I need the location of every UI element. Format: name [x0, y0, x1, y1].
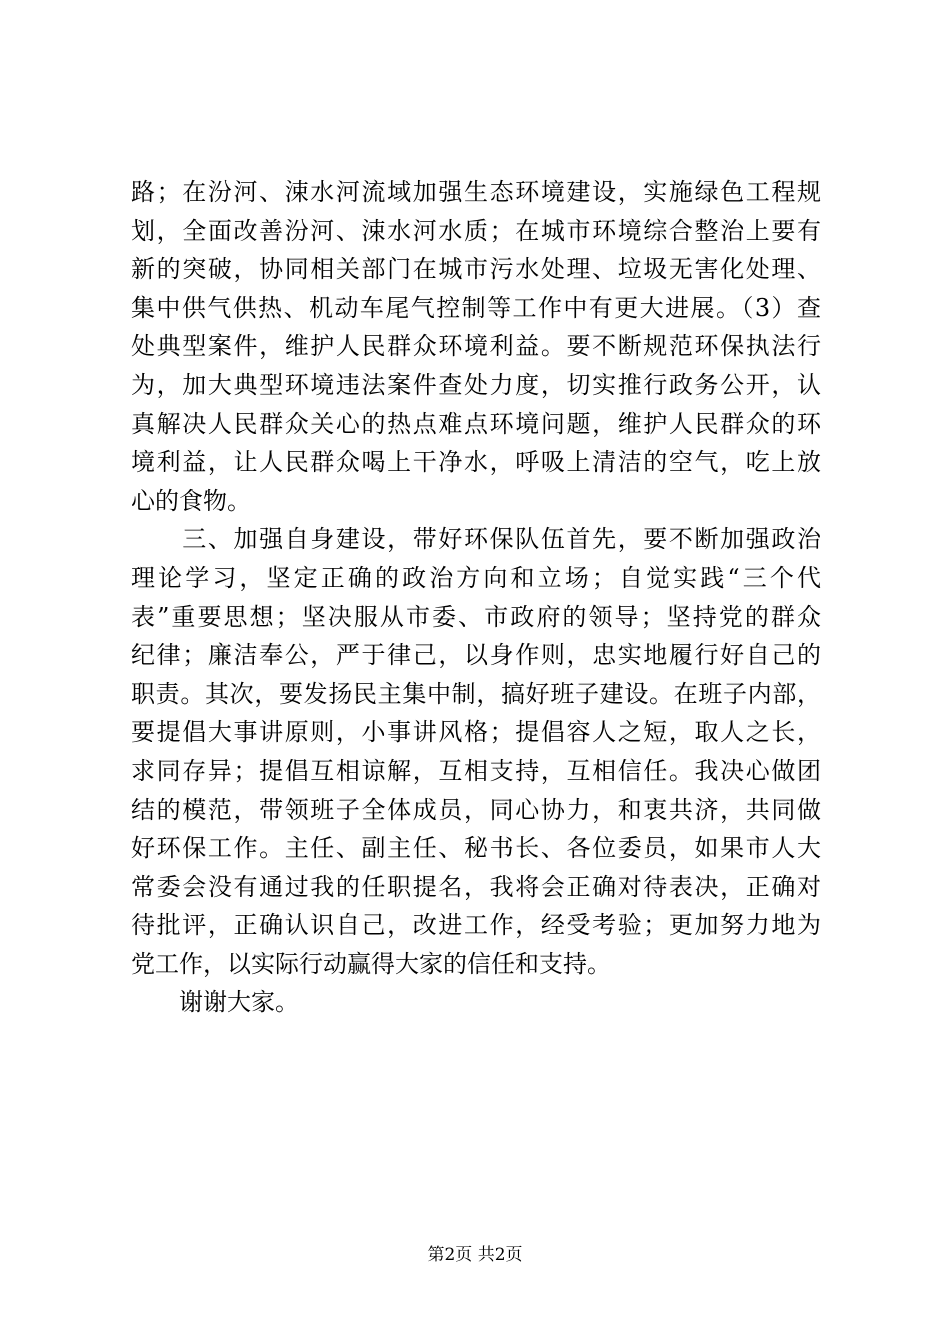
text-line: 要提倡大事讲原则，小事讲风格；提倡容人之短，取人之长，: [131, 718, 821, 747]
text-line: 纪律；廉洁奉公，严于律己，以身作则，忠实地履行好自己的: [131, 641, 821, 670]
text-line: 处典型案件，维护人民群众环境利益。要不断规范环保执法行: [131, 332, 821, 361]
text-line: 谢谢大家。: [131, 988, 299, 1017]
text-line: 待批评，正确认识自己，改进工作，经受考验；更加努力地为: [131, 911, 821, 940]
text-line: 好环保工作。主任、副主任、秘书长、各位委员，如果市人大: [131, 834, 821, 863]
document-body: [131, 173, 821, 1022]
text-line: 集中供气供热、机动车尾气控制等工作中有更大进展。（3）查: [131, 293, 821, 322]
text-line: 三、加强自身建设，带好环保队伍首先，要不断加强政治: [131, 525, 821, 554]
text-line: 路；在汾河、涑水河流域加强生态环境建设，实施绿色工程规: [131, 178, 821, 206]
text-line: 境利益，让人民群众喝上干净水，呼吸上清洁的空气，吃上放: [131, 448, 821, 477]
text-line: 结的模范，带领班子全体成员，同心协力，和衷共济，共同做: [131, 795, 821, 824]
text-line: 职责。其次，要发扬民主集中制，搞好班子建设。在班子内部，: [131, 679, 821, 708]
text-line: 常委会没有通过我的任职提名，我将会正确对待表决，正确对: [131, 872, 821, 901]
text-line: 新的突破，协同相关部门在城市污水处理、垃圾无害化处理、: [131, 255, 821, 284]
text-line: 党工作，以实际行动赢得大家的信任和支持。: [131, 949, 611, 978]
text-line: 表”重要思想；坚决服从市委、市政府的领导；坚持党的群众: [131, 602, 821, 631]
page-footer: [0, 1244, 950, 1266]
text-line: 真解决人民群众关心的热点难点环境问题，维护人民群众的环: [131, 409, 821, 438]
text-line: 心的食物。: [131, 486, 251, 515]
page-number: 第2页 共2页: [427, 1245, 523, 1265]
text-line: 为，加大典型环境违法案件查处力度，切实推行政务公开，认: [131, 370, 821, 399]
text-line: 求同存异；提倡互相谅解，互相支持，互相信任。我决心做团: [131, 756, 821, 785]
text-line: 理论学习，坚定正确的政治方向和立场；自觉实践“三个代: [131, 563, 821, 592]
text-line: 划，全面改善汾河、涑水河水质；在城市环境综合整治上要有: [131, 216, 821, 245]
